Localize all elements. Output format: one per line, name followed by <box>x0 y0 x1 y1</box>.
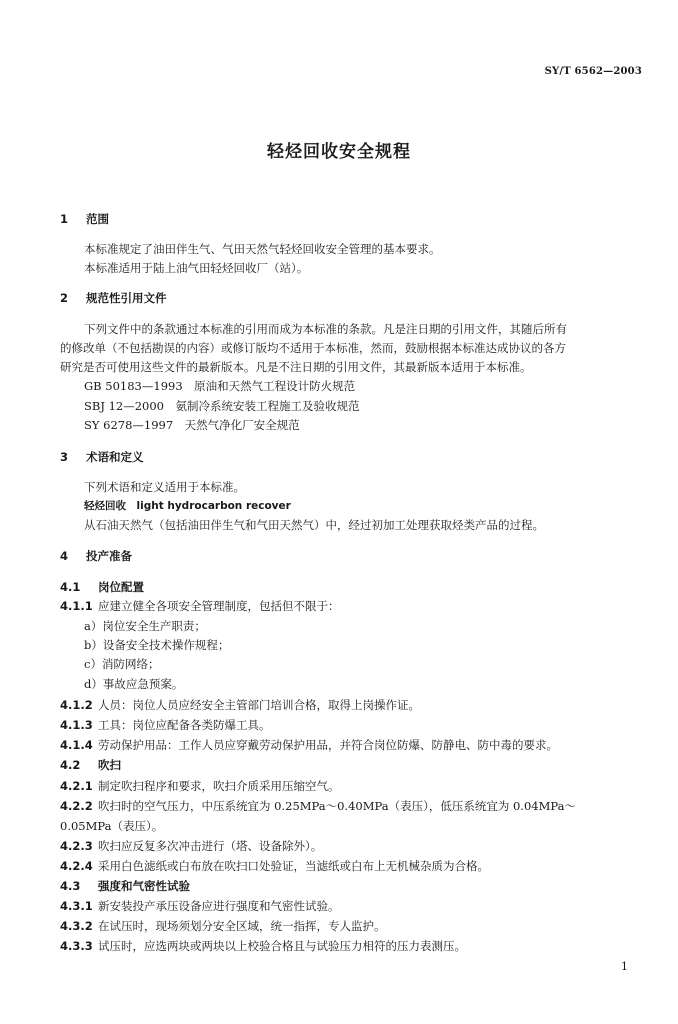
clause-text: 吹扫应反复多次冲击进行（塔、设备除外）。 <box>98 839 323 853</box>
clause-number: 4.3 <box>60 879 81 893</box>
clause-text: 在试压时，现场须划分安全区域，统一指挥，专人监护。 <box>98 919 386 933</box>
standard-code: SY/T 6562—2003 <box>544 66 642 77</box>
section-title: 范围 <box>86 212 109 226</box>
scope-paragraph-2: 本标准适用于陆上油气田轻烃回收厂（站）。 <box>84 261 309 275</box>
section-title: 规范性引用文件 <box>86 291 167 305</box>
clause-4-2-1 <box>60 779 340 793</box>
reference-item: SBJ 12—2000 氨制冷系统安装工程施工及验收规范 <box>84 399 360 413</box>
section-number: 3 <box>60 450 69 464</box>
clause-4-2-2 <box>60 799 576 813</box>
clause-text: 工具：岗位应配备各类防爆工具。 <box>98 718 271 732</box>
terms-intro: 下列术语和定义适用于本标准。 <box>84 480 245 494</box>
references-paragraph-line-1: 下列文件中的条款通过本标准的引用而成为本标准的条款。凡是注日期的引用文件，其随后所有 <box>84 322 567 336</box>
clause-number: 4.1.3 <box>60 718 93 732</box>
list-item: c）消防网络； <box>84 657 160 671</box>
clause-text: 人员：岗位人员应经安全主管部门培训合格，取得上岗操作证。 <box>98 698 420 712</box>
section-number: 2 <box>60 291 69 305</box>
clause-title: 岗位配置 <box>98 580 144 594</box>
clause-4-1-2 <box>60 698 420 712</box>
clause-number: 4.1.2 <box>60 698 93 712</box>
clause-text: 吹扫时的空气压力，中压系统宜为 0.25MPa～0.40MPa（表压），低压系统宜为 0.04MPa～ <box>98 799 576 813</box>
term-definition: 从石油天然气（包括油田伴生气和气田天然气）中，经过初加工处理获取烃类产品的过程。 <box>84 518 544 532</box>
clause-text: 应建立健全各项安全管理制度，包括但不限于： <box>98 599 340 613</box>
clause-number: 4.3.3 <box>60 939 93 953</box>
section-number: 1 <box>60 212 69 226</box>
section-title: 术语和定义 <box>86 450 144 464</box>
clause-number: 4.2 <box>60 758 81 772</box>
list-item: d）事故应急预案。 <box>84 677 184 691</box>
reference-item: SY 6278—1997 天然气净化厂安全规范 <box>84 418 300 432</box>
section-3-heading <box>60 450 144 464</box>
clause-number: 4.2.2 <box>60 799 93 813</box>
clause-text: 新安装投产承压设备应进行强度和气密性试验。 <box>98 899 340 913</box>
clause-text: 采用白色滤纸或白布放在吹扫口处验证，当滤纸或白布上无机械杂质为合格。 <box>98 859 489 873</box>
clause-text: 制定吹扫程序和要求，吹扫介质采用压缩空气。 <box>98 779 340 793</box>
clause-number: 4.3.2 <box>60 919 93 933</box>
scope-paragraph-1: 本标准规定了油田伴生气、气田天然气轻烃回收安全管理的基本要求。 <box>84 242 441 256</box>
clause-4-2-3 <box>60 839 322 853</box>
subsection-4-1-heading <box>60 580 144 594</box>
section-number: 4 <box>60 549 69 563</box>
clause-4-1-3 <box>60 718 271 732</box>
clause-number: 4.2.3 <box>60 839 93 853</box>
clause-title: 吹扫 <box>98 758 121 772</box>
section-title: 投产准备 <box>86 549 132 563</box>
section-1-heading <box>60 212 109 226</box>
page-number: 1 <box>621 960 628 973</box>
clause-title: 强度和气密性试验 <box>98 879 190 893</box>
clause-text: 试压时，应选两块或两块以上校验合格且与试验压力相符的压力表测压。 <box>98 939 466 953</box>
subsection-4-3-heading <box>60 879 190 893</box>
clause-4-3-2 <box>60 919 386 933</box>
clause-number: 4.1.4 <box>60 738 93 752</box>
clause-text: 劳动保护用品：工作人员应穿戴劳动保护用品，并符合岗位防爆、防静电、防中毒的要求。 <box>98 738 558 752</box>
clause-4-1-4 <box>60 738 558 752</box>
clause-4-1-1 <box>60 599 340 613</box>
section-4-heading <box>60 549 132 563</box>
term-entry: 轻烃回收 light hydrocarbon recover <box>84 500 291 512</box>
clause-number: 4.3.1 <box>60 899 93 913</box>
clause-4-2-4 <box>60 859 489 873</box>
clause-4-2-2-continuation: 0.05MPa（表压）。 <box>60 819 164 833</box>
section-2-heading <box>60 291 167 305</box>
clause-number: 4.2.4 <box>60 859 93 873</box>
references-paragraph-line-2: 的修改单（不包括勘误的内容）或修订版均不适用于本标准，然而，鼓励根据本标准达成协议的各方 <box>60 341 566 355</box>
clause-number: 4.1.1 <box>60 599 93 613</box>
clause-number: 4.1 <box>60 580 81 594</box>
list-item: a）岗位安全生产职责； <box>84 619 206 633</box>
list-item: b）设备安全技术操作规程； <box>84 638 230 652</box>
clause-4-3-1 <box>60 899 340 913</box>
reference-item: GB 50183—1993 原油和天然气工程设计防火规范 <box>84 379 356 393</box>
clause-4-3-3 <box>60 939 466 953</box>
references-paragraph-line-3: 研究是否可使用这些文件的最新版本。凡是不注日期的引用文件，其最新版本适用于本标准。 <box>60 360 532 374</box>
clause-number: 4.2.1 <box>60 779 93 793</box>
subsection-4-2-heading <box>60 758 121 772</box>
document-title: 轻烃回收安全规程 <box>267 142 411 162</box>
